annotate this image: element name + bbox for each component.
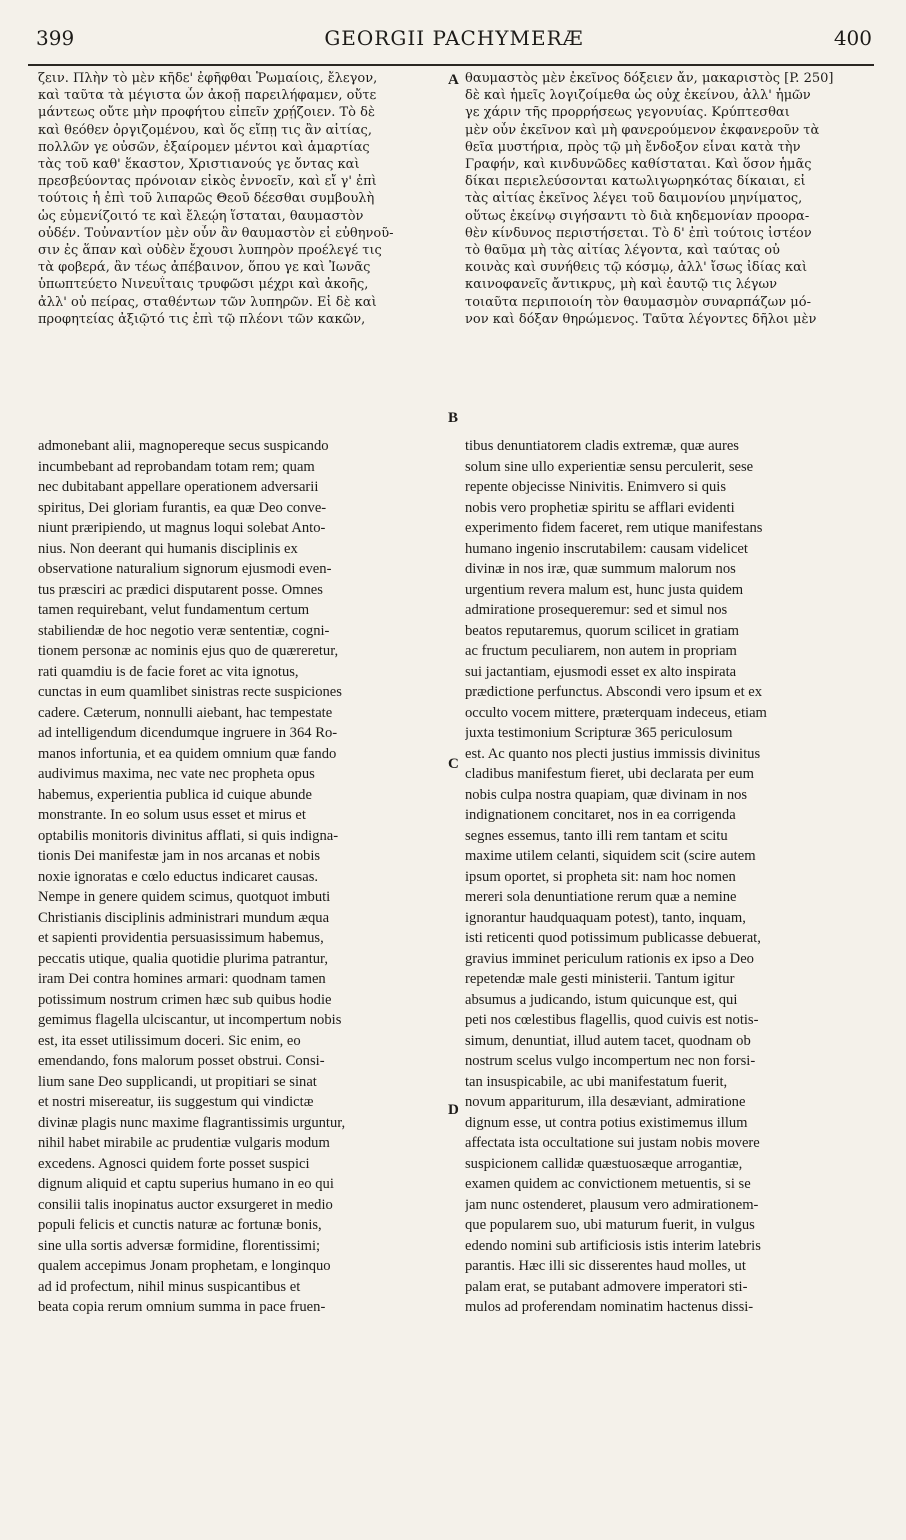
running-header: [36, 12, 872, 50]
latin-text-line: observatione naturalium signorum ejusmodi even-: [38, 561, 332, 577]
greek-text-line: καὶ θεόθεν ὀργιζομένου, καὶ ὅς εἴπῃ τις ἂν αἰτίας,: [38, 122, 372, 138]
greek-text-line: μάντεως οὔτε μὴν προφήτου εἰπεῖν χρῄζοιεν. Τὸ δὲ: [38, 105, 375, 121]
latin-text-line: absumus a judicando, istum quicunque est, qui: [465, 991, 738, 1008]
greek-text-line: τὰς τοῦ καθ' ἕκαστον, Χριστιανούς γε ὄντας καὶ: [38, 157, 360, 173]
latin-text-line: tus præsciri ac prædici disputarent posse. Omnes: [38, 581, 323, 598]
latin-text-line: divinæ plagis nunc maxime flagrantissimis urguntur,: [38, 1114, 346, 1131]
latin-text-line: ac fructum peculiarem, non autem in propriam: [465, 643, 737, 659]
latin-text-line: est, ita esset utilissimum doceri. Sic enim, eo: [38, 1032, 301, 1049]
latin-text-line: examen quidem ac convictionem metuentis, si se: [465, 1176, 751, 1192]
latin-text-line: urgentium revera malum est, hunc justa quidem: [465, 581, 744, 598]
latin-text-line: novum appariturum, illa desæviant, admiratione: [465, 1094, 746, 1110]
latin-text-line: repente objecisse Ninivitis. Enimvero si quis: [465, 479, 727, 495]
greek-text-line: ὡς εὐμενίζοιτό τε καὶ ἔλεῴη ἵσταται, θαυμαστὸν: [38, 208, 364, 224]
greek-text-line: κοινὰς καὶ συνήθεις τῷ κόσμῳ, ἀλλ' ἴσως ἰδίας καὶ: [465, 260, 808, 276]
latin-text-line: sine ulla sortis adversæ formidine, florentissimi;: [38, 1237, 321, 1254]
latin-text-line: nobis culpa nostra quapiam, quæ divinam in nos: [465, 786, 748, 803]
latin-text-line: admonebant alii, magnopereque secus suspicando: [38, 438, 329, 454]
latin-text-line: jam nunc ostenderet, plausum vero admirationem-: [465, 1196, 759, 1213]
greek-text-line: γε χάριν τῆς προρρήσεως γεγονυίας. Κρύπτεσθαι: [465, 105, 790, 121]
latin-text-line: est. Ac quanto nos plecti justius immissis divinitus: [465, 745, 761, 762]
greek-text-line: καινοφανεῖς ἄντικρυς, μὴ καὶ ἑαυτῷ τις λέγων: [465, 277, 777, 293]
latin-text-line: noxie ignoratas e cœlo eductus indicaret causas.: [38, 868, 319, 885]
greek-text-line: σιν ἐς ἅπαν καὶ οὐδὲν ἔχουσι λυπηρὸν προέλεγέ τις: [38, 243, 382, 259]
latin-text-line: iram Dei contra homines armari: quodnam tamen: [38, 971, 326, 987]
latin-text-line: dignum aliquid et captu superius humano in eo qui: [38, 1176, 334, 1192]
latin-text-line: prædictione perfunctus. Abscondi vero ipsum et ex: [465, 684, 763, 700]
latin-text-line: niunt præripiendo, ut magnus loqui solebat Anto-: [38, 520, 326, 536]
latin-text-line: et sapienti providentia persuasissimum habemus,: [38, 930, 324, 946]
latin-text-line: tionis Dei manifestæ jam in nos arcanas et nobis: [38, 848, 321, 864]
greek-text-line: τούτοις ἡ ἐπὶ τοῦ λιπαρῶς Θεοῦ δέεσθαι συμβουλὴ: [38, 191, 375, 207]
greek-text-line: πρεσβεύοντας πρόνοιαν εἰκὸς ἐννοεῖν, καὶ εἴ γ' ἐπὶ: [38, 174, 377, 190]
latin-text-line: peccatis utique, qualia quotidie plurima patrantur,: [38, 950, 328, 967]
latin-text-line: audivimus maxima, nec vate nec propheta opus: [38, 766, 315, 782]
greek-text-line: Γραφήν, καὶ κινδυνῶδες καθίσταται. Καὶ ὅσον ἡμᾶς: [465, 157, 812, 173]
greek-text-line: τὰς αἰτίας ἐκεῖνος λέγει τοῦ δαιμονίου μηνίματος,: [465, 191, 803, 207]
latin-text-line: simum, denuntiat, illud autem tacet, quodnam ob: [465, 1032, 751, 1049]
latin-text-line: optabilis monitoris divinitus afflati, si quis indigna-: [38, 827, 339, 844]
latin-text-line: cunctas in eum quamlibet sinistras recte suspiciones: [38, 684, 342, 700]
greek-text-line: προφητείας ἀξιῷτό τις ἐπὶ τῷ πλέονι τῶν κακῶν,: [38, 311, 366, 327]
latin-text-line: spiritus, Dei gloriam furantis, ea quæ Deo conve-: [38, 499, 327, 516]
latin-text-line: que popularem suo, ubi maturum fuerit, in vulgus: [465, 1217, 755, 1233]
latin-text-line: ignorantur haudquaquam potest), tanto, inquam,: [465, 909, 746, 926]
latin-text-line: segnes essemus, tanto illi rem tantam et scitu: [465, 827, 728, 844]
latin-text-line: stabiliendæ de hoc negotio veræ sententiæ, cogni-: [38, 622, 330, 639]
latin-text-line: edendo nomini sub artificiosis istis interim latebris: [465, 1237, 761, 1254]
latin-text-line: manos infortunia, et ea quidem omnium quæ fando: [38, 745, 337, 762]
latin-text-line: incumbebant ad reprobandam totam rem; quam: [38, 458, 315, 475]
latin-text-line: Nempe in genere quidem scimus, quotquot imbuti: [38, 889, 331, 905]
greek-text-line: ἀλλ' οὐ πείρας, σταθέντων τῶν λυπηρῶν. Εἰ δὲ καὶ: [38, 294, 377, 310]
latin-text-line: rati quamdiu is de facie foret ac vita ignotus,: [38, 663, 299, 680]
latin-text-line: tamen requirebant, velut fundamentum certum: [38, 602, 310, 618]
latin-text-line: excedens. Agnosci quidem forte posset suspici: [38, 1155, 310, 1172]
latin-text-line: nius. Non deerant qui humanis disciplinis ex: [38, 540, 298, 557]
latin-text-line: sui jactantiam, ejusmodi esset ex alto inspirata: [465, 663, 737, 680]
greek-text-line: πολλῶν γε οὐσῶν, ἐξαίρομεν μέντοι καὶ ἁμαρτίας: [38, 139, 370, 155]
latin-text-line: parantis. Hæc illi sic disserentes haud molles, ut: [465, 1258, 746, 1274]
latin-text-line: qualem accepimus Jonam prophetam, e longinquo: [38, 1258, 331, 1274]
latin-text-line: beatos reputaremus, quorum scilicet in gratiam: [465, 622, 739, 639]
greek-text-line: δίκαι περιελεύσονται κατωλιγωρηκότας δίκαιαι, εἰ: [465, 174, 806, 190]
greek-text-line: οὐδέν. Τοὐναντίον μὲν οὖν ἂν θαυμαστὸν εἰ εὐθηνοῦ-: [38, 225, 394, 241]
latin-text-line: palam erat, se putabant admovere imperatori sti-: [465, 1278, 748, 1295]
latin-text-line: et nostri misereatur, iis suggestum qui vindictæ: [38, 1094, 314, 1110]
margin-letter-b: B: [448, 410, 459, 426]
running-title: GEORGII PACHYMERÆ: [324, 26, 584, 50]
greek-text-line: δὲ καὶ ἡμεῖς λογιζοίμεθα ὡς οὐχ ἐκείνου, ἀλλ' ἡμῶν: [465, 88, 811, 104]
latin-text-line: affectata ista occultatione sui justam nobis movere: [465, 1135, 760, 1151]
latin-text-line: divinæ in nos iræ, quæ summum malorum nos: [465, 561, 736, 577]
latin-text-line: isti reticenti quod potissimum publicasse debuerat,: [465, 930, 761, 946]
greek-text-line: οὕτως ἐκείνῳ σιγήσαντι τὸ διὰ κηδεμονίαν προορα-: [465, 208, 810, 224]
latin-text-line: gravius imminet periculum rationis ex ipso a Deo: [465, 950, 754, 967]
page-number-left: 399: [36, 26, 75, 50]
greek-text-line: νον καὶ δόξαν θηρώμενος. Ταῦτα λέγοντες δῆλοι μὲν: [465, 311, 817, 327]
greek-text-line: ζειν. Πλὴν τὸ μὲν κῆδε' ἐφῆφθαι Ῥωμαίοις, ἔλεγον,: [38, 71, 378, 86]
latin-text-line: monstrante. In eo solum usus esset et mirus et: [38, 807, 306, 823]
latin-text-line: experimento fidem faceret, rem utique manifestans: [465, 520, 763, 536]
margin-letter-c: C: [448, 756, 459, 772]
latin-text-line: nobis vero prophetiæ spiritu se afflari evidenti: [465, 499, 735, 516]
latin-text-line: lium sane Deo supplicandi, ut propitiari se sinat: [38, 1073, 317, 1090]
latin-text-line: mulos ad proferendam nominatim hactenus dissi-: [465, 1299, 754, 1315]
latin-text-line: maxime utilem celanti, siquidem scit (scire autem: [465, 848, 756, 864]
greek-text-right-column: [465, 70, 875, 328]
latin-text-line: dignum esse, ut contra potius existimemus illum: [465, 1114, 748, 1131]
latin-text-line: beata copia rerum omnium summa in pace fruen-: [38, 1299, 326, 1315]
latin-text-line: humano ingenio inscrutabilem: causam videlicet: [465, 540, 748, 557]
greek-text-line: θεῖα μυστήρια, πρὸς τῷ μὴ ἔνδοξον εἶναι κατὰ τὴν: [465, 139, 801, 155]
latin-text-line: mereri sola denuntiatione rerum quæ a nemine: [465, 889, 737, 905]
latin-text-line: occulto vocem mittere, præterquam indeceus, etiam: [465, 704, 767, 721]
latin-text-line: consilii talis inopinatus auctor exsurgeret in medio: [38, 1196, 333, 1213]
page-number-right: 400: [833, 26, 872, 50]
latin-text-right-column: [465, 436, 875, 1318]
greek-text-line: τὸ θαῦμα μὴ τὰς αἰτίας λέγοντα, καὶ ταύτας οὐ: [465, 243, 780, 259]
latin-text-line: solum sine ullo experientiæ sensu perculerit, sese: [465, 458, 754, 475]
margin-letter-a: A: [448, 72, 459, 88]
margin-letter-d: D: [448, 1102, 459, 1118]
latin-text-line: gemimus flagella ulciscantur, ut incompertum nobis: [38, 1012, 342, 1028]
greek-text-line: θαυμαστὸς μὲν ἐκεῖνος δόξειεν ἄν, μακαριστὸς [P. 250]: [465, 71, 834, 86]
latin-text-line: habemus, experientia publica id cuique abunde: [38, 786, 312, 803]
greek-text-left-column: [38, 70, 442, 328]
latin-text-line: nec dubitabant appellare operationem adversarii: [38, 479, 319, 495]
latin-text-line: repetendæ male gesti ministerii. Tantum igitur: [465, 971, 735, 987]
latin-text-line: Christianis disciplinis administrari mundum æqua: [38, 909, 330, 926]
latin-text-line: tibus denuntiatorem cladis extremæ, quæ aures: [465, 438, 739, 454]
latin-text-line: tan insuspicabile, ac ubi manifestatum fuerit,: [465, 1073, 728, 1090]
latin-text-line: tionem personæ ac nominis ejus quo de quæreretur,: [38, 643, 339, 659]
latin-text-line: admiratione prosequeremur: sed et simul nos: [465, 602, 728, 618]
latin-text-line: peti nos cœlestibus flagellis, quod cuivis est notis-: [465, 1012, 759, 1028]
latin-text-line: nostrum scelus vulgo incompertum nec non forsi-: [465, 1053, 756, 1069]
greek-text-line: τοιαῦτα περιποιοίη τὸν θαυμασμὸν συναρπάζων μό-: [465, 294, 811, 310]
latin-text-line: ad intelligendum dicendumque ingruere in 364 Ro-: [38, 725, 338, 741]
latin-text-line: potissimum nostrum crimen hæc sub quibus hodie: [38, 991, 332, 1008]
latin-text-line: juxta testimonium Scripturæ 365 periculosum: [465, 725, 733, 741]
latin-text-line: nihil habet mirabile ac prudentiæ vulgaris modum: [38, 1135, 330, 1151]
latin-text-line: suspicionem callidæ quæstuosæque arrogantiæ,: [465, 1155, 743, 1172]
greek-text-line: θὲν κίνδυνος περιστήσεται. Τὸ δ' ἐπὶ τούτοις ἰστέον: [465, 225, 812, 241]
latin-text-line: cladibus manifestum fieret, ubi declarata per eum: [465, 766, 754, 782]
latin-text-line: emendando, fons malorum posset obstrui. Consi-: [38, 1053, 325, 1069]
greek-text-line: καὶ ταῦτα τὰ μέγιστα ὧν ἀκοῇ παρειλήφαμεν, οὔτε: [38, 88, 377, 104]
latin-text-line: ipsum oportet, si propheta sit: nam hoc nomen: [465, 868, 736, 885]
greek-text-line: μὲν οὖν ἐκεῖνον καὶ μὴ φανερούμενον ἐκφανεροῦν τὰ: [465, 122, 820, 138]
latin-text-line: ad id profectum, nihil minus suspicantibus et: [38, 1278, 301, 1295]
latin-text-line: cadere. Cæterum, nonnulli aiebant, hac tempestate: [38, 704, 333, 721]
latin-text-line: indignationem concitaret, nos in ea corrigenda: [465, 807, 736, 823]
latin-text-left-column: [38, 436, 442, 1318]
greek-text-line: ὑπωπτεύετο Νινευΐταις τρυφῶσι μέχρι καὶ ἀκοῆς,: [38, 277, 369, 293]
header-rule: [28, 64, 874, 66]
greek-text-line: τὰ φοβερά, ἃν τέως ἀπέβαινον, ὅπου γε καὶ Ἰωνᾶς: [38, 260, 371, 276]
latin-text-line: populi felicis et cunctis naturæ ac fortunæ bonis,: [38, 1217, 322, 1233]
